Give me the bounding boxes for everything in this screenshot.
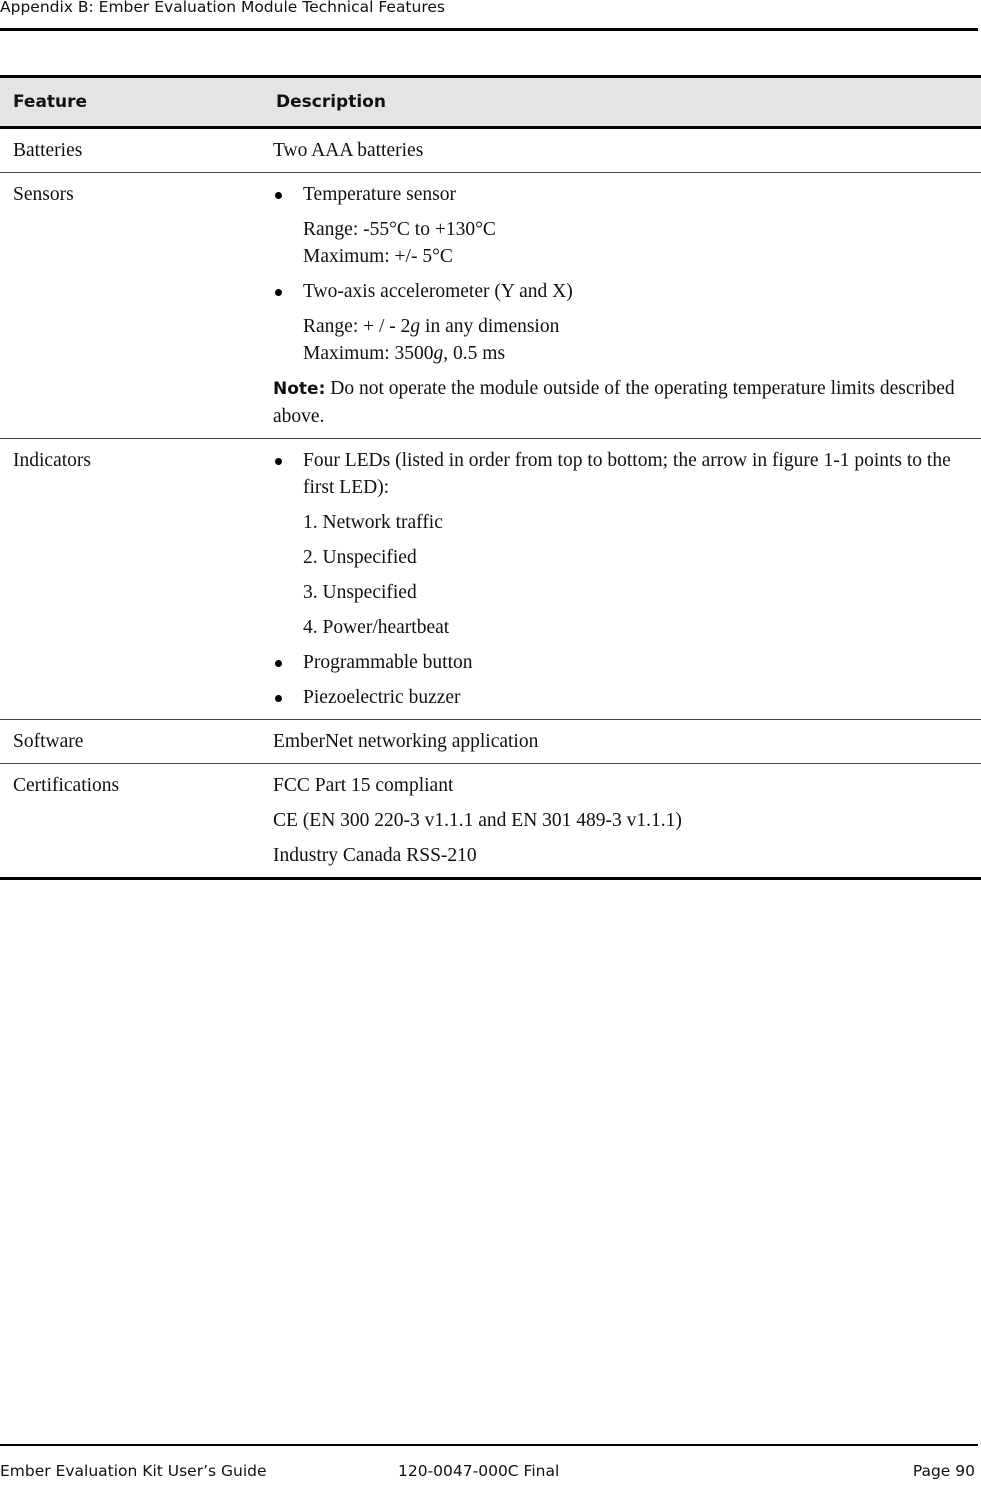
note-text: Do not operate the module outside of the operating temperature limits described above.	[273, 378, 955, 427]
note-label: Note:	[273, 379, 326, 399]
row-software	[0, 720, 981, 764]
accelerometer-spec	[273, 313, 967, 367]
led-list-item: 1. Network traffic	[303, 512, 443, 533]
certification-item: FCC Part 15 compliant	[273, 775, 454, 796]
feature-cell: Indicators	[0, 439, 273, 720]
led-list-item: 4. Power/heartbeat	[303, 617, 450, 638]
temperature-max: Maximum: +/- 5°C	[303, 246, 453, 267]
description-cell	[273, 764, 981, 879]
table-header-row	[0, 77, 981, 128]
max-suffix: , 0.5 ms	[443, 343, 506, 364]
accelerometer-range	[303, 313, 967, 340]
batteries-text: Two AAA batteries	[273, 140, 424, 161]
row-indicators	[0, 439, 981, 720]
description-cell	[273, 720, 981, 764]
g-unit: g	[433, 343, 444, 364]
feature-cell: Software	[0, 720, 273, 764]
certification-item: CE (EN 300 220-3 v1.1.1 and EN 301 489-3 v1.1.1)	[273, 810, 682, 831]
led-list-item: 3. Unspecified	[303, 582, 417, 603]
buzzer-item: Piezoelectric buzzer	[273, 684, 967, 711]
led-list-item: 2. Unspecified	[303, 547, 417, 568]
range-prefix: Range: + / - 2	[303, 316, 411, 337]
footer-page-number: Page 90	[912, 1462, 975, 1480]
header-title: Appendix B: Ember Evaluation Module Technical Features	[0, 0, 445, 16]
software-text: EmberNet networking application	[273, 731, 539, 752]
range-suffix: in any dimension	[420, 316, 560, 337]
button-item: Programmable button	[273, 649, 967, 676]
feature-cell: Batteries	[0, 128, 273, 173]
column-header-feature: Feature	[13, 91, 88, 112]
description-cell	[273, 128, 981, 173]
feature-cell: Certifications	[0, 764, 273, 879]
technical-features-table	[0, 75, 981, 880]
feature-cell: Sensors	[0, 173, 273, 439]
footer-doc-number: 120-0047-000C Final	[398, 1462, 560, 1480]
temperature-sensor-item: Temperature sensor	[273, 181, 967, 208]
certification-item: Industry Canada RSS-210	[273, 845, 477, 866]
row-certifications	[0, 764, 981, 879]
column-header-description: Description	[276, 91, 386, 112]
row-batteries	[0, 128, 981, 173]
max-prefix: Maximum: 3500	[303, 343, 434, 364]
accelerometer-max	[303, 340, 967, 367]
column-headers	[0, 77, 981, 128]
g-unit: g	[410, 316, 421, 337]
leds-item: Four LEDs (listed in order from top to bottom; the arrow in figure 1-1 points to the first LED):	[273, 447, 967, 501]
running-header	[0, 0, 978, 31]
note	[273, 375, 967, 430]
temperature-range: Range: -55°C to +130°C	[303, 219, 496, 240]
temperature-spec	[273, 216, 967, 270]
description-cell	[273, 173, 981, 439]
running-footer	[0, 1444, 978, 1485]
description-cell	[273, 439, 981, 720]
row-sensors	[0, 173, 981, 439]
accelerometer-item: Two-axis accelerometer (Y and X)	[273, 278, 967, 305]
footer-doc-title: Ember Evaluation Kit User’s Guide	[0, 1462, 267, 1480]
